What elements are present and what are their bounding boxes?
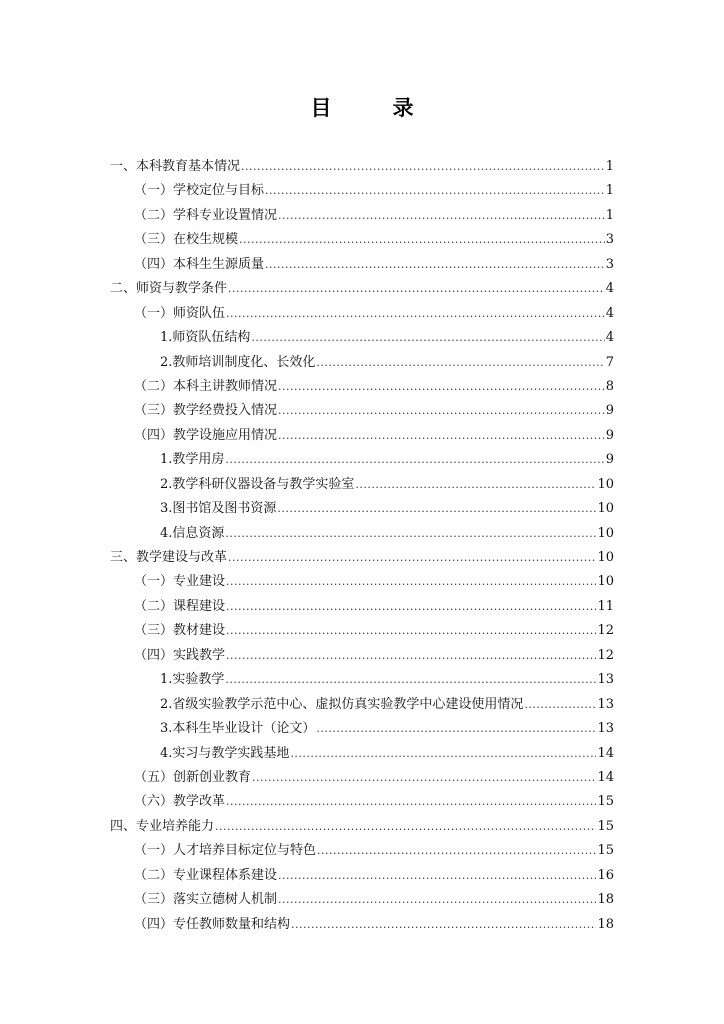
toc-entry-label: （三）落实立德树人机制 xyxy=(134,892,278,908)
dot-leader xyxy=(226,570,596,594)
toc-entry-label: 一、本科教育基本情况 xyxy=(110,159,241,174)
toc-entry-page-number: 11 xyxy=(597,598,614,614)
dot-leader xyxy=(265,179,605,203)
toc-entry[interactable] xyxy=(110,864,614,888)
dot-leader xyxy=(241,155,605,179)
toc-entry[interactable] xyxy=(110,228,614,252)
toc-entry-label: 2.教学科研仪器设备与教学实验室 xyxy=(160,476,355,492)
toc-entry[interactable] xyxy=(110,913,614,937)
toc-entry[interactable] xyxy=(110,326,614,350)
toc-entry[interactable] xyxy=(110,302,614,326)
toc-list xyxy=(110,155,614,937)
dot-leader xyxy=(225,448,604,472)
toc-entry-label: （四）教学设施应用情况 xyxy=(134,427,278,443)
toc-entry[interactable] xyxy=(110,277,614,301)
dot-leader xyxy=(226,302,605,326)
dot-leader xyxy=(226,619,596,643)
toc-entry[interactable] xyxy=(110,448,614,472)
toc-entry-page-number: 9 xyxy=(605,403,614,419)
toc-entry[interactable] xyxy=(110,888,614,912)
toc-entry[interactable] xyxy=(110,693,614,717)
toc-entry-label: 三、教学建设与改革 xyxy=(110,550,228,565)
dot-leader xyxy=(290,742,596,766)
dot-leader xyxy=(228,546,596,570)
toc-entry-page-number: 13 xyxy=(597,672,614,688)
toc-entry-page-number: 14 xyxy=(597,769,614,785)
toc-entry-label: （一）专业建设 xyxy=(134,574,226,590)
toc-entry-page-number: 15 xyxy=(597,818,614,834)
toc-entry-page-number: 3 xyxy=(605,256,614,272)
toc-entry-label: （三）在校生规模 xyxy=(134,232,239,248)
toc-entry[interactable] xyxy=(110,595,614,619)
toc-entry[interactable] xyxy=(110,204,614,228)
toc-entry-page-number: 18 xyxy=(597,916,614,932)
toc-entry-label: （四）实践教学 xyxy=(134,647,226,663)
toc-entry-page-number: 12 xyxy=(597,623,614,639)
toc-entry[interactable] xyxy=(110,570,614,594)
dot-leader xyxy=(265,253,605,277)
dot-leader xyxy=(278,888,596,912)
toc-entry[interactable] xyxy=(110,668,614,692)
dot-leader xyxy=(278,204,605,228)
dot-leader xyxy=(228,277,605,301)
toc-entry-page-number: 1 xyxy=(605,207,614,223)
toc-entry-page-number: 10 xyxy=(597,550,614,565)
dot-leader xyxy=(226,790,596,814)
toc-entry[interactable] xyxy=(110,717,614,741)
toc-entry-label: 四、专业培养能力 xyxy=(110,818,215,834)
toc-entry[interactable] xyxy=(110,473,614,497)
toc-entry-label: 1.师资队伍结构 xyxy=(160,330,251,346)
toc-entry-page-number: 10 xyxy=(597,525,614,541)
toc-entry-page-number: 15 xyxy=(597,843,614,859)
toc-entry-page-number: 10 xyxy=(597,476,614,492)
toc-entry-label: （四）专任教师数量和结构 xyxy=(134,916,291,932)
toc-entry-page-number: 10 xyxy=(597,574,614,590)
toc-entry[interactable] xyxy=(110,155,614,179)
toc-entry-label: 1.教学用房 xyxy=(160,452,225,468)
toc-entry-label: 二、师资与教学条件 xyxy=(110,281,228,297)
dot-leader xyxy=(215,815,596,839)
toc-entry-label: （四）本科生生源质量 xyxy=(134,256,265,272)
dot-leader xyxy=(317,839,596,863)
toc-entry-page-number: 16 xyxy=(597,867,614,883)
toc-entry[interactable] xyxy=(110,644,614,668)
toc-entry-page-number: 9 xyxy=(605,427,614,443)
toc-entry-label: （五）创新创业教育 xyxy=(134,769,252,785)
dot-leader xyxy=(226,595,596,619)
toc-entry-label: （二）课程建设 xyxy=(134,598,226,614)
toc-entry-page-number: 12 xyxy=(597,647,614,663)
toc-entry-label: 4.实习与教学实践基地 xyxy=(160,745,290,761)
dot-leader xyxy=(277,497,596,521)
toc-entry-label: （六）教学改革 xyxy=(134,794,226,810)
toc-entry-label: （一）人才培养目标定位与特色 xyxy=(134,843,317,859)
toc-entry-label: 3.图书馆及图书资源 xyxy=(160,501,277,517)
toc-entry[interactable] xyxy=(110,522,614,546)
toc-entry-page-number: 9 xyxy=(605,452,614,468)
toc-entry-page-number: 4 xyxy=(605,330,614,346)
toc-entry-label: 3.本科生毕业设计（论文） xyxy=(160,721,316,737)
toc-entry-label: 2.教师培训制度化、长效化 xyxy=(160,354,316,370)
dot-leader xyxy=(355,473,596,497)
dot-leader xyxy=(252,766,596,790)
toc-entry-label: （一）学校定位与目标 xyxy=(134,183,265,199)
toc-entry-page-number: 7 xyxy=(605,354,614,370)
toc-entry-label: 4.信息资源 xyxy=(160,525,225,541)
toc-entry-page-number: 1 xyxy=(605,183,614,199)
dot-leader xyxy=(291,913,596,937)
toc-entry[interactable] xyxy=(110,766,614,790)
toc-entry-page-number: 14 xyxy=(597,745,614,761)
toc-entry-page-number: 4 xyxy=(605,281,614,297)
dot-leader xyxy=(239,228,605,252)
dot-leader xyxy=(225,668,596,692)
toc-entry-page-number: 4 xyxy=(605,305,614,321)
toc-entry[interactable] xyxy=(110,399,614,423)
toc-entry-page-number: 15 xyxy=(597,794,614,810)
toc-entry-label: （一）师资队伍 xyxy=(134,305,226,321)
dot-leader xyxy=(278,424,605,448)
toc-entry[interactable] xyxy=(110,253,614,277)
dot-leader xyxy=(278,399,605,423)
dot-leader xyxy=(524,693,596,717)
toc-entry-label: 1.实验教学 xyxy=(160,672,225,688)
toc-entry-page-number: 1 xyxy=(605,159,614,174)
dot-leader xyxy=(316,717,596,741)
dot-leader xyxy=(278,864,596,888)
toc-entry-label: （三）教材建设 xyxy=(134,623,226,639)
toc-entry-label: （二）专业课程体系建设 xyxy=(134,867,278,883)
dot-leader xyxy=(316,351,604,375)
dot-leader xyxy=(278,375,605,399)
toc-entry[interactable] xyxy=(110,351,614,375)
toc-entry[interactable] xyxy=(110,619,614,643)
toc-entry-page-number: 8 xyxy=(605,378,614,394)
toc-entry-page-number: 13 xyxy=(597,721,614,737)
dot-leader xyxy=(225,522,596,546)
toc-title: 目 录 xyxy=(310,96,434,120)
toc-entry[interactable] xyxy=(110,179,614,203)
toc-entry[interactable] xyxy=(110,839,614,863)
toc-entry[interactable] xyxy=(110,497,614,521)
dot-leader xyxy=(251,326,604,350)
toc-entry-page-number: 18 xyxy=(597,892,614,908)
toc-entry-label: （二）本科主讲教师情况 xyxy=(134,378,278,394)
toc-entry-label: （二）学科专业设置情况 xyxy=(134,207,278,223)
toc-entry[interactable] xyxy=(110,815,614,839)
toc-entry-page-number: 10 xyxy=(597,501,614,517)
toc-entry[interactable] xyxy=(110,790,614,814)
toc-entry-label: （三）教学经费投入情况 xyxy=(134,403,278,419)
toc-entry[interactable] xyxy=(110,742,614,766)
toc-entry-page-number: 3 xyxy=(605,232,614,248)
toc-entry[interactable] xyxy=(110,546,614,570)
toc-entry[interactable] xyxy=(110,375,614,399)
toc-entry-page-number: 13 xyxy=(597,696,614,712)
dot-leader xyxy=(226,644,596,668)
toc-entry[interactable] xyxy=(110,424,614,448)
toc-entry-label: 2.省级实验教学示范中心、虚拟仿真实验教学中心建设使用情况 xyxy=(160,696,524,712)
